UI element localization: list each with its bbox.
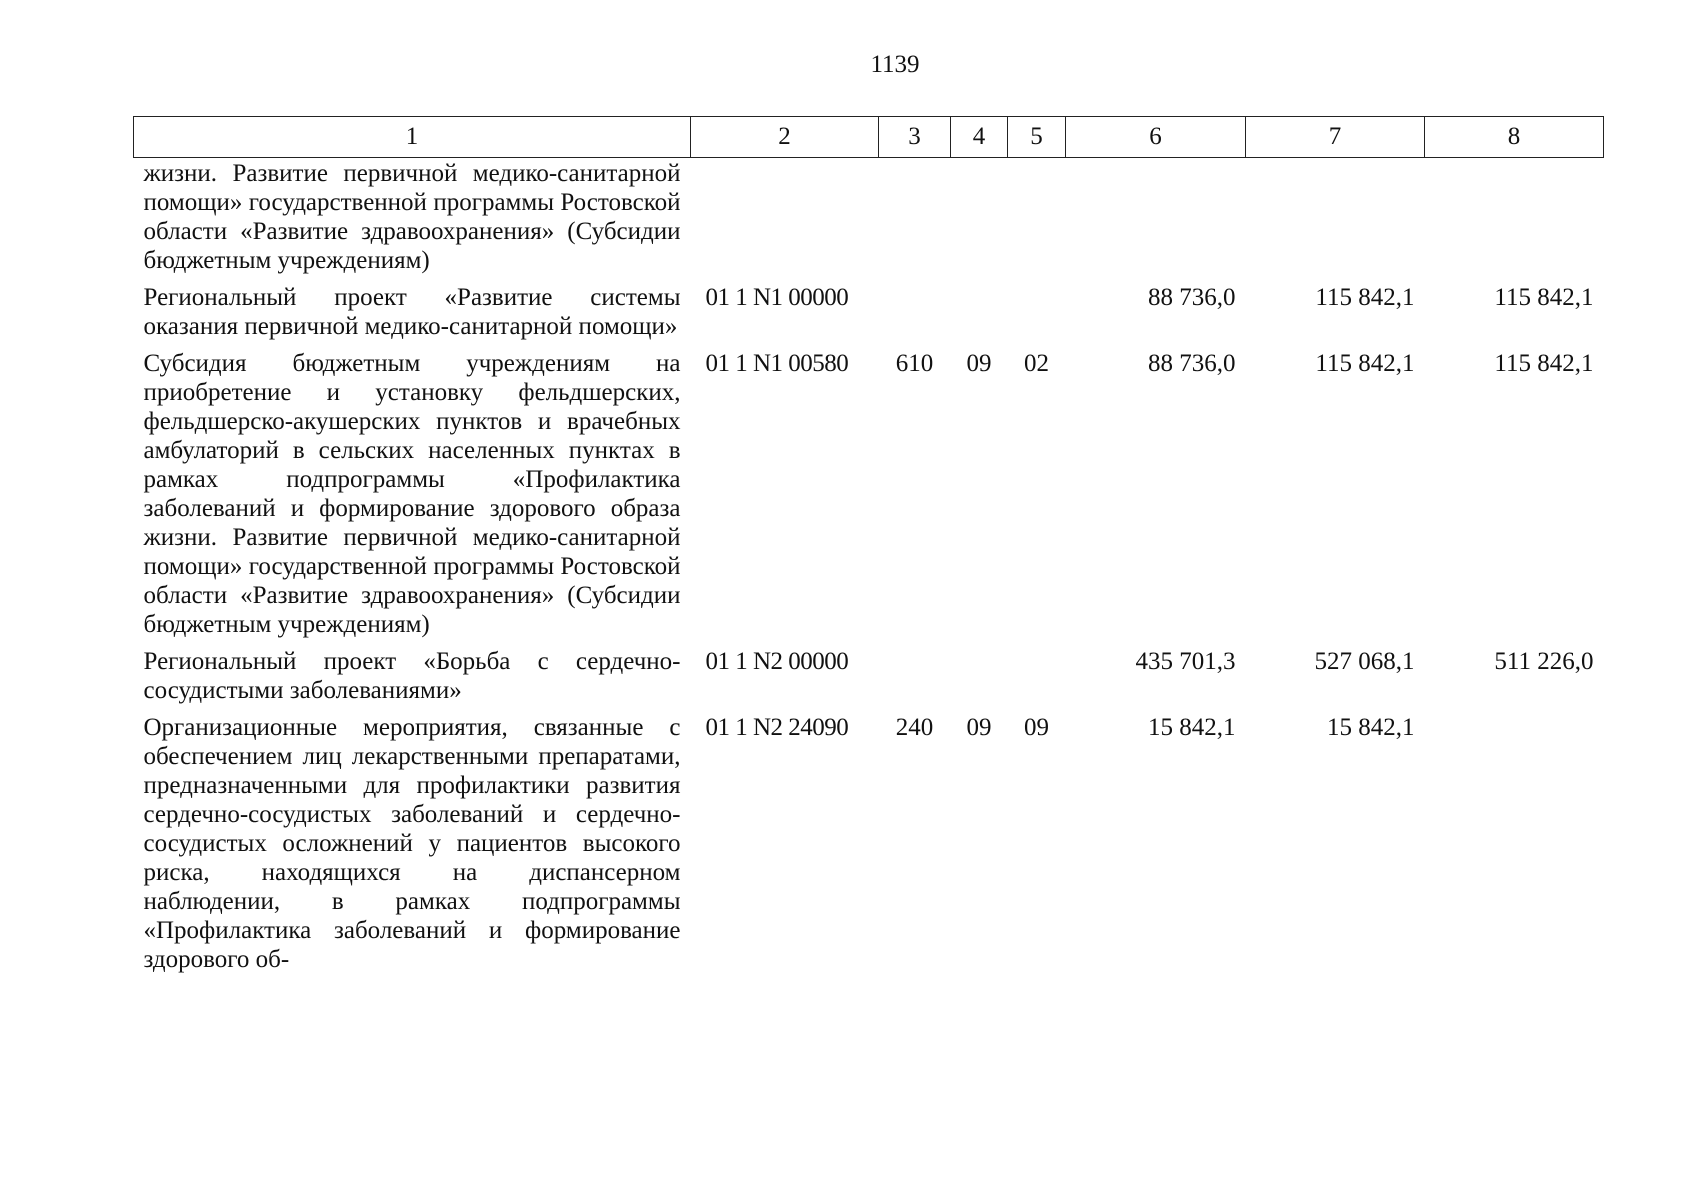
column-header-5: 5	[1008, 117, 1066, 158]
row-pr: 02	[1024, 350, 1049, 377]
row-year1: 88 736,0	[1148, 284, 1236, 311]
row-name: Региональный проект «Борьба с сердечно-сосудистыми заболеваниями»	[143, 648, 681, 704]
row-year2: 115 842,1	[1315, 350, 1415, 377]
row-pr: 09	[1024, 714, 1049, 741]
row-name: жизни. Развитие первичной медико-санитарной помощи» государственной программы Ростовской области «Развитие здравоохранения» (Субсидии бюджетным учреждениям)	[143, 160, 681, 274]
row-year3	[1425, 713, 1604, 982]
row-name: Субсидия бюджетным учреждениям на приобретение и установку фельдшерских, фельдшерско-акушерских пунктов и врачебных амбулаторий в сельских населенных пунктах в рамках подпрограммы «Профилактика заболеваний и формирование здорового образа жизни. Развитие первичной медико-санитарной помощи» государственной программы Ростовской области «Развитие здравоохранения» (Субсидии бюджетным учреждениям)	[143, 350, 681, 638]
row-rz: 09	[966, 714, 992, 741]
column-header-2: 2	[691, 117, 879, 158]
row-year2: 527 068,1	[1314, 648, 1415, 675]
row-vr: 240	[895, 714, 934, 741]
row-code: 01 1 N2 00000	[705, 648, 849, 675]
row-vr	[879, 283, 951, 349]
row-vr	[879, 647, 951, 713]
row-rz: 09	[966, 350, 992, 377]
row-year3: 511 226,0	[1494, 648, 1594, 675]
row-name: Региональный проект «Развитие системы оказания первичной медико-санитарной помощи»	[143, 284, 681, 340]
row-year3: 115 842,1	[1494, 284, 1594, 311]
table-row	[134, 283, 1604, 349]
row-name: Организационные мероприятия, связанные с обеспечением лиц лекарственными препаратами, предназначенными для профилактики развития сердечно-сосудистых заболеваний и сердечно-сосудистых осложнений у пациентов высокого риска, находящихся на диспансерном наблюдении, в рамках подпрограммы «Профилактика заболеваний и формирование здорового об-	[143, 714, 681, 973]
row-vr	[879, 158, 951, 284]
row-year2: 15 842,1	[1327, 714, 1415, 741]
row-year1: 15 842,1	[1148, 714, 1236, 741]
row-year1	[1066, 158, 1246, 284]
row-year2	[1246, 158, 1425, 284]
row-rz	[951, 647, 1008, 713]
row-year1: 435 701,3	[1135, 648, 1236, 675]
row-rz	[951, 283, 1008, 349]
table-row	[134, 647, 1604, 713]
column-header-6: 6	[1066, 117, 1246, 158]
column-header-4: 4	[951, 117, 1008, 158]
row-year3	[1425, 158, 1604, 284]
page-number: 1139	[870, 51, 920, 78]
row-code	[691, 158, 879, 284]
table-row	[134, 158, 1604, 284]
row-code: 01 1 N2 24090	[705, 714, 849, 741]
budget-table	[133, 116, 1604, 982]
row-pr	[1008, 158, 1066, 284]
row-year3: 115 842,1	[1494, 350, 1594, 377]
row-pr	[1008, 647, 1066, 713]
row-pr	[1008, 283, 1066, 349]
row-code: 01 1 N1 00580	[705, 350, 849, 377]
row-vr: 610	[895, 350, 934, 377]
column-header-3: 3	[879, 117, 951, 158]
table-row	[134, 713, 1604, 982]
row-year2: 115 842,1	[1315, 284, 1415, 311]
row-rz	[951, 158, 1008, 284]
column-header-1: 1	[134, 117, 691, 158]
column-header-8: 8	[1425, 117, 1604, 158]
row-code: 01 1 N1 00000	[705, 284, 849, 311]
table-row	[134, 349, 1604, 647]
table-header-row	[134, 117, 1604, 158]
column-header-7: 7	[1246, 117, 1425, 158]
row-year1: 88 736,0	[1148, 350, 1236, 377]
